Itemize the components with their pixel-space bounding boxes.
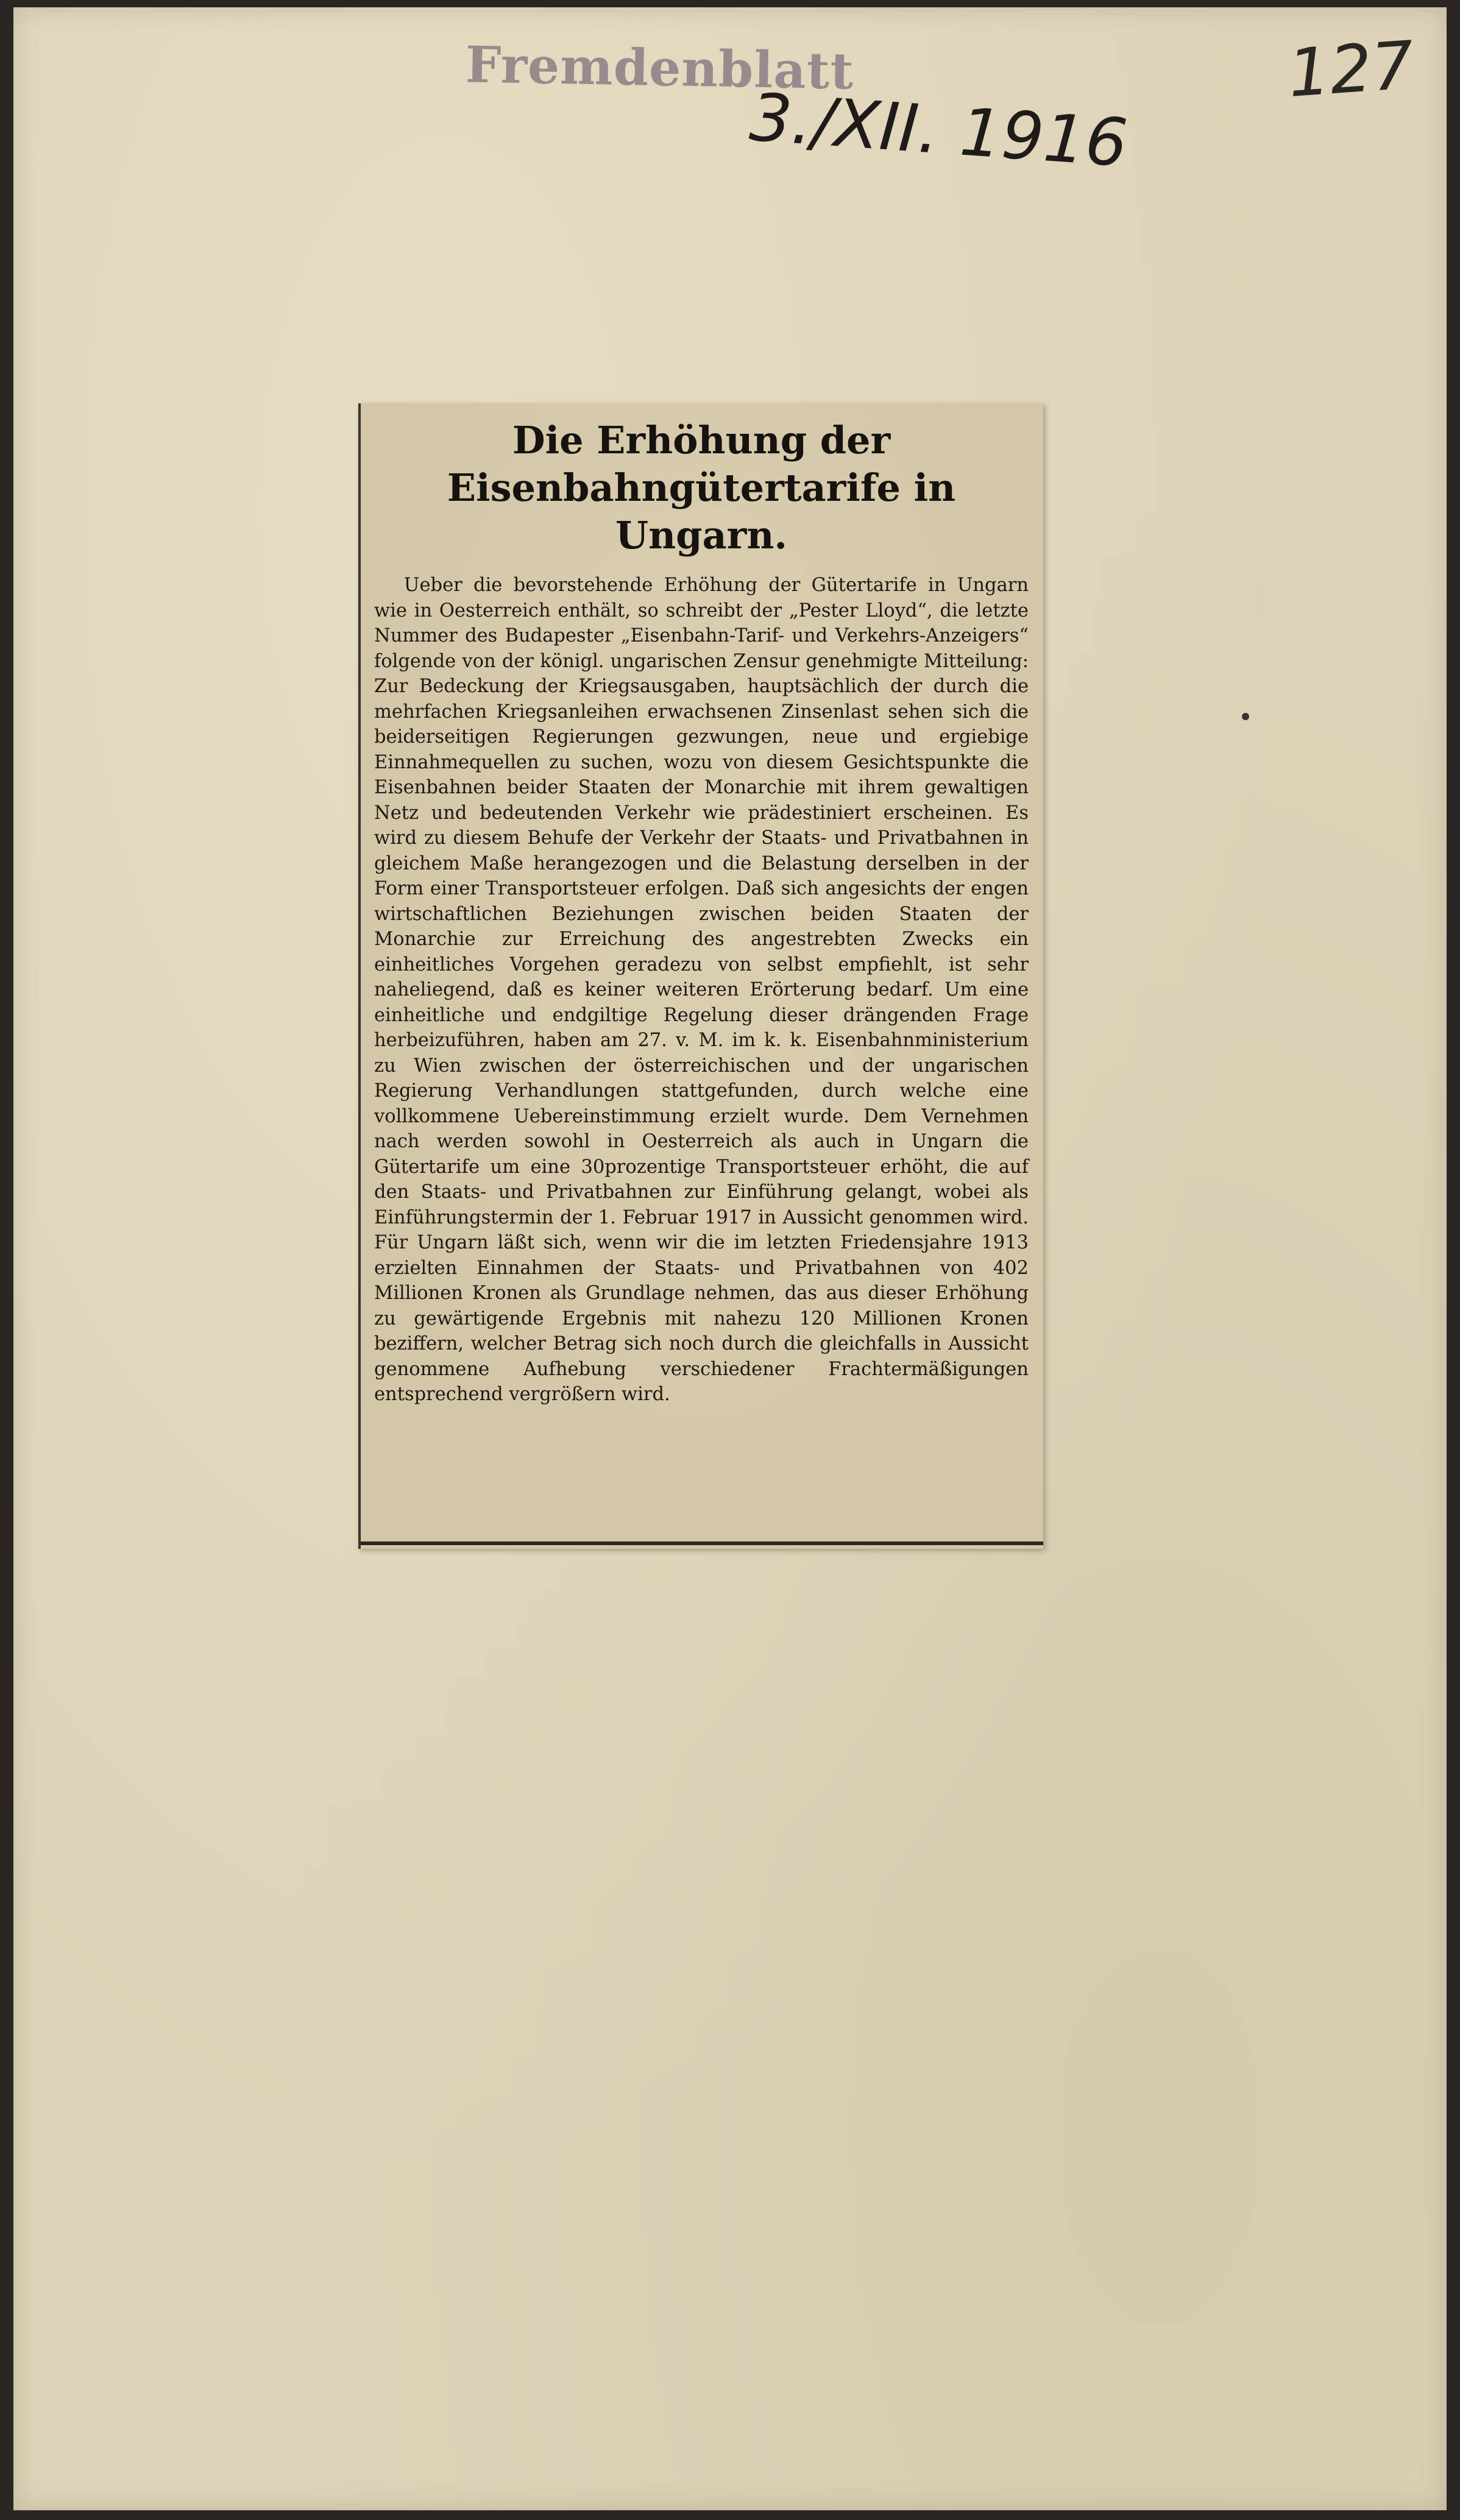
article-title: Die Erhöhung der Eisenbahngütertarife in Ungarn. — [447, 418, 956, 557]
handwritten-date: 3./XII. 1916 — [747, 79, 1130, 182]
newspaper-clipping — [358, 403, 1043, 1549]
handwritten-page-number: 127 — [1285, 27, 1417, 113]
ink-spot — [1242, 713, 1249, 720]
article-body: Ueber die bevorstehende Erhöhung der Gütertarife in Ungarn wie in Oesterreich enthält, so schreibt der „Pester Lloyd“, die letzte Nummer des Budapester „Eisenbahn-Tarif- und Verkehrs-Anzeigers“ folgende von der königl. ungarischen Zensur genehmigte Mitteilung: Zur Bedeckung der Kriegsausgaben, hauptsächlich der durch die mehrfachen Kriegsanleihen erwachsenen Zinsenlast sehen sich die beiderseitigen Regierungen gezwungen, neue und ergiebige Einnahmequellen zu suchen, wozu von diesem Gesichtspunkte die Eisenbahnen beider Staaten der Monarchie mit ihrem gewaltigen Netz und bedeutenden Verkehr wie prädestiniert erscheinen. Es wird zu diesem Behufe der Verkehr der Staats- und Privatbahnen in gleichem Maße herangezogen und die Belastung derselben in der Form einer Transportsteuer erfolgen. Daß sich angesichts der engen wirtschaftlichen Beziehungen zwischen beiden Staaten der Monarchie zur Erreichung des angestrebten Zwecks ein einheitliches Vorgehen geradezu von selbst empfiehlt, ist sehr naheliegend, daß es keiner weiteren Erörterung bedarf. Um eine einheitliche und endgiltige Regelung dieser drängenden Frage herbeizuführen, haben am 27. v. M. im k. k. Eisenbahnministerium zu Wien zwischen der österreichischen und der ungarischen Regierung Verhandlungen stattgefunden, durch welche eine vollkommene Uebereinstimmung erzielt wurde. Dem Vernehmen nach werden sowohl in Oesterreich als auch in Ungarn die Gütertarife um eine 30prozentige Transportsteuer erhöht, die auf den Staats- und Privatbahnen zur Einführung gelangt, wobei als Einführungstermin der 1. Februar 1917 in Aussicht genommen wird. Für Ungarn läßt sich, wenn wir die im letzten Friedensjahre 1913 erzielten Einnahmen der Staats- und Privatbahnen von 402 Millionen Kronen als Grundlage nehmen, das aus dieser Erhöhung zu gewärtigende Ergebnis mit nahezu 120 Millionen Kronen beziffern, welcher Betrag sich noch durch die gleichfalls in Aussicht genommene Aufhebung verschiedener Frachtermäßigungen entsprechend vergrößern wird. — [374, 575, 1029, 1405]
archive-sheet — [13, 7, 1447, 2510]
newspaper-stamp: Fremdenblatt — [465, 35, 855, 101]
